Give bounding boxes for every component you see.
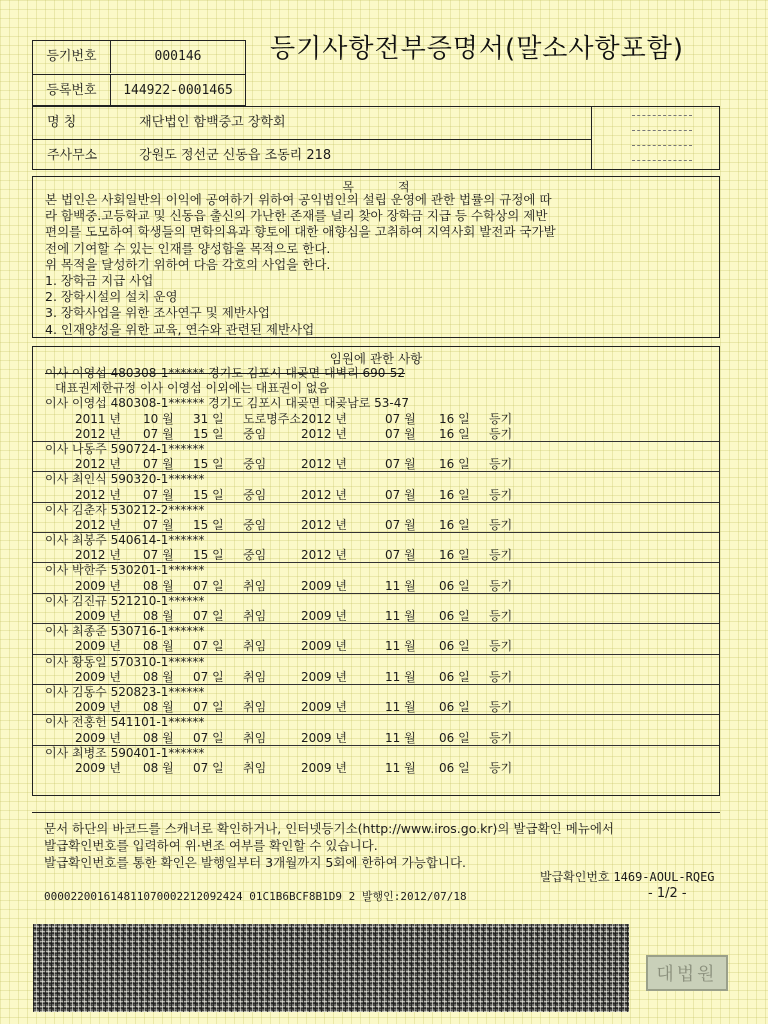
date-cell: 07 일 [193, 700, 224, 715]
date-cell: 06 일 [439, 760, 470, 775]
date-cell: 2009 년 [75, 760, 121, 775]
page-number: - 1/2 - [648, 886, 687, 901]
date-cell: 등기 [489, 609, 513, 623]
date-cell: 취임 [243, 578, 267, 593]
date-cell: 07 월 [385, 548, 416, 563]
officer-date-row [33, 548, 719, 563]
issue-number-label: 발급확인번호 [540, 870, 610, 884]
officer-date-row [33, 427, 719, 442]
date-cell: 15 일 [193, 548, 224, 563]
officer-head: 이사 김진규 521210-1****** [45, 593, 205, 608]
date-cell: 등기 [489, 578, 513, 593]
date-cell: 2012 년 [75, 457, 121, 472]
date-cell: 2009 년 [301, 700, 347, 715]
date-cell: 2012 년 [301, 457, 347, 472]
date-cell: 07 일 [193, 669, 224, 684]
date-cell: 취임 [243, 760, 267, 775]
date-cell: 중임 [243, 487, 267, 502]
date-cell: 11 월 [385, 730, 416, 745]
date-cell: 등기 [489, 760, 513, 775]
purpose-title: 목적 [342, 180, 454, 194]
date-cell: 15 일 [193, 487, 224, 502]
officer-date-row [33, 761, 719, 776]
date-cell: 15 일 [193, 426, 224, 441]
date-cell: 07 일 [193, 639, 224, 654]
date-cell: 2009 년 [75, 639, 121, 654]
date-cell: 등기 [489, 517, 513, 532]
officer-struck-line: 이사 이영섭 480308-1****** 경기도 김포시 대곶면 대벽리 690-52 [45, 366, 406, 380]
date-cell: 07 월 [143, 457, 174, 472]
date-cell: 06 일 [439, 639, 470, 654]
reg-no-row [33, 41, 245, 73]
date-cell: 07 월 [385, 487, 416, 502]
date-cell: 16 일 [439, 487, 470, 502]
date-cell: 11 월 [385, 669, 416, 684]
date-cell: 15 일 [193, 517, 224, 532]
officer-date-row [33, 670, 719, 685]
date-cell: 08 월 [143, 700, 174, 715]
date-cell: 10 월 [143, 411, 174, 426]
registration-no-value: 144922-0001465 [123, 83, 233, 98]
date-cell: 2009 년 [301, 760, 347, 775]
purpose-line: 위 목적을 달성하기 위하여 다음 각호의 사업을 한다. [45, 256, 331, 272]
purpose-line: 3. 장학사업을 위한 조사연구 및 제반사업 [45, 305, 270, 321]
date-cell: 2009 년 [75, 669, 121, 684]
officer-head: 이사 김춘자 530212-2****** [45, 502, 205, 517]
date-cell: 중임 [243, 517, 267, 532]
date-cell: 07 월 [143, 548, 174, 563]
registry-id-box [32, 40, 246, 106]
date-cell: 2012 년 [301, 487, 347, 502]
document-title: 등기사항전부증명서(말소사항포함) [270, 34, 685, 64]
date-cell: 2009 년 [301, 669, 347, 684]
entity-address-label: 주사무소 [47, 148, 98, 163]
date-cell: 중임 [243, 457, 267, 472]
date-cell: 06 일 [439, 609, 470, 623]
date-cell: 08 월 [143, 578, 174, 593]
other-officers [33, 442, 719, 776]
date-cell: 등기 [489, 639, 513, 654]
date-cell: 11 월 [385, 578, 416, 593]
date-cell: 31 일 [193, 411, 224, 426]
officer-head: 이사 최종준 530716-1****** [45, 624, 205, 639]
date-cell: 08 월 [143, 730, 174, 745]
purpose-line: 본 법인은 사회일반의 이익에 공여하기 위하여 공익법인의 설립 운영에 관한 법률의 규정에 따 [45, 192, 552, 207]
date-cell: 취임 [243, 609, 267, 623]
date-cell: 중임 [243, 426, 267, 441]
officer-list [33, 366, 719, 776]
date-cell: 07 월 [385, 426, 416, 441]
officer-head: 이사 나동주 590724-1****** [45, 441, 205, 456]
date-cell: 등기 [489, 426, 513, 441]
date-cell: 2009 년 [75, 578, 121, 593]
entity-name-label: 명 칭 [47, 115, 77, 130]
date-cell: 취임 [243, 639, 267, 654]
date-cell: 07 일 [193, 760, 224, 775]
date-cell: 07 월 [143, 426, 174, 441]
date-cell: 취임 [243, 700, 267, 715]
date-cell: 2009 년 [75, 730, 121, 745]
officer-head: 이사 황동일 570310-1****** [45, 654, 205, 669]
issue-number [540, 868, 715, 885]
court-seal: 대법원 [646, 955, 728, 991]
date-cell: 중임 [243, 548, 267, 563]
entity-name-row [33, 107, 591, 139]
2d-barcode [33, 924, 629, 1012]
date-cell: 06 일 [439, 730, 470, 745]
date-cell: 2009 년 [301, 609, 347, 623]
purpose-line: 라 함백중.고등학교 및 신동읍 출신의 가난한 존재를 널리 찾아 장학금 지급 등 수학상의 제반 [45, 208, 548, 224]
date-cell: 등기 [489, 457, 513, 472]
verification-notice [44, 820, 614, 871]
date-cell: 07 월 [143, 487, 174, 502]
reg-no-label: 등기번호 [33, 41, 111, 73]
date-cell: 도로명주소 [243, 411, 301, 426]
officer-date-row [33, 639, 719, 654]
date-cell: 16 일 [439, 457, 470, 472]
date-cell: 등기 [489, 730, 513, 745]
date-cell: 06 일 [439, 700, 470, 715]
officers-section [32, 346, 720, 796]
officer-date-row [33, 488, 719, 503]
purpose-line: 전에 기여할 수 있는 인재를 양성함을 목적으로 한다. [45, 240, 331, 256]
officer-head: 이사 최인식 590320-1****** [45, 472, 205, 487]
date-cell: 등기 [489, 487, 513, 502]
entity-address-row [33, 139, 591, 171]
date-cell: 07 월 [385, 517, 416, 532]
officer-head: 이사 전홍헌 541101-1****** [45, 715, 205, 730]
date-cell: 16 일 [439, 517, 470, 532]
date-cell: 11 월 [385, 700, 416, 715]
date-cell: 11 월 [385, 760, 416, 775]
entity-name-value: 재단법인 함백중고 장학회 [139, 115, 286, 130]
date-cell: 2012 년 [75, 517, 121, 532]
date-cell: 16 일 [439, 411, 470, 426]
date-cell: 15 일 [193, 457, 224, 472]
date-cell: 등기 [489, 700, 513, 715]
issue-number-value: 1469-AOUL-RQEG [613, 870, 715, 884]
entity-table [32, 106, 720, 170]
date-cell: 2012 년 [301, 426, 347, 441]
notice-line: 발급확인번호를 입력하여 위·변조 여부를 확인할 수 있습니다. [44, 838, 378, 853]
officers-title: 임원에 관한 사항 [329, 351, 423, 366]
registration-no-row [33, 74, 245, 106]
date-cell: 취임 [243, 669, 267, 684]
officer-date-row [33, 518, 719, 533]
officer-head: 이사 이영섭 480308-1****** 경기도 김포시 대곶면 대곶남로 53-47 [45, 396, 410, 411]
blank-field-marker [632, 145, 692, 161]
purpose-line: 1. 장학금 지급 사업 [45, 273, 154, 289]
date-cell: 07 월 [385, 411, 416, 426]
reg-no-value: 000146 [154, 49, 202, 64]
date-cell: 11 월 [385, 609, 416, 623]
officer-date-row [33, 700, 719, 715]
date-cell: 2009 년 [301, 578, 347, 593]
officer-date-row [33, 609, 719, 624]
notice-line: 문서 하단의 바코드를 스캐너로 확인하거나, 인터넷등기소(http://www.iros.go.kr)의 발급확인 메뉴에서 [44, 821, 614, 836]
footer-divider [32, 812, 720, 813]
date-cell: 등기 [489, 411, 513, 426]
date-cell: 11 월 [385, 639, 416, 654]
officer-head: 이사 최봉주 540614-1****** [45, 533, 205, 548]
date-cell: 2012 년 [301, 548, 347, 563]
date-cell: 07 일 [193, 578, 224, 593]
date-cell: 06 일 [439, 578, 470, 593]
notice-line: 발급확인번호를 통한 확인은 발행일부터 3개월까지 5회에 한하여 가능합니다. [44, 855, 467, 870]
date-cell: 08 월 [143, 669, 174, 684]
date-cell: 취임 [243, 730, 267, 745]
date-cell: 등기 [489, 669, 513, 684]
date-cell: 07 월 [143, 517, 174, 532]
registration-no-label: 등록번호 [33, 75, 111, 106]
date-cell: 08 월 [143, 609, 174, 623]
date-cell: 2012 년 [75, 487, 121, 502]
blank-field-marker [632, 115, 692, 131]
date-cell: 2009 년 [301, 639, 347, 654]
officer-date-row [33, 579, 719, 594]
barcode-text: 000022001614811070002212092424 01C1B6BCF8B1D9 2 발행인:2012/07/18 [44, 890, 467, 903]
officer-head: 이사 최병조 590401-1****** [45, 745, 205, 760]
date-cell: 2012 년 [301, 517, 347, 532]
date-cell: 06 일 [439, 669, 470, 684]
entity-side-cell [591, 107, 719, 169]
date-cell: 08 월 [143, 760, 174, 775]
officer-date-row [33, 457, 719, 472]
date-cell: 07 일 [193, 730, 224, 745]
representation-note: 대표권제한규정 이사 이영섭 이외에는 대표권이 없음 [55, 381, 330, 396]
date-cell: 2009 년 [75, 700, 121, 715]
purpose-section [32, 176, 720, 338]
date-cell: 07 월 [385, 457, 416, 472]
date-cell: 2012 년 [75, 548, 121, 563]
date-cell: 2012 년 [75, 426, 121, 441]
date-cell: 2009 년 [75, 609, 121, 623]
purpose-text [45, 192, 707, 338]
entity-address-value: 강원도 정선군 신동읍 조동리 218 [139, 148, 332, 163]
date-cell: 등기 [489, 548, 513, 563]
officer-head: 이사 박한주 530201-1****** [45, 563, 205, 578]
purpose-line: 2. 장학시설의 설치 운영 [45, 289, 178, 305]
date-cell: 08 월 [143, 639, 174, 654]
date-cell: 2012 년 [301, 411, 347, 426]
officer-date-row [33, 731, 719, 746]
officer-date-row [33, 412, 719, 427]
date-cell: 16 일 [439, 426, 470, 441]
date-cell: 2009 년 [301, 730, 347, 745]
date-cell: 16 일 [439, 548, 470, 563]
date-cell: 2011 년 [75, 411, 121, 426]
purpose-line: 4. 인재양성을 위한 교육, 연수와 관련된 제반사업 [45, 321, 315, 337]
date-cell: 07 일 [193, 609, 224, 623]
officer-head: 이사 김동수 520823-1****** [45, 684, 205, 699]
purpose-line: 편의를 도모하여 학생들의 면학의욕과 향토에 대한 애향심을 고취하여 지역사회 발전과 국가발 [45, 224, 556, 240]
